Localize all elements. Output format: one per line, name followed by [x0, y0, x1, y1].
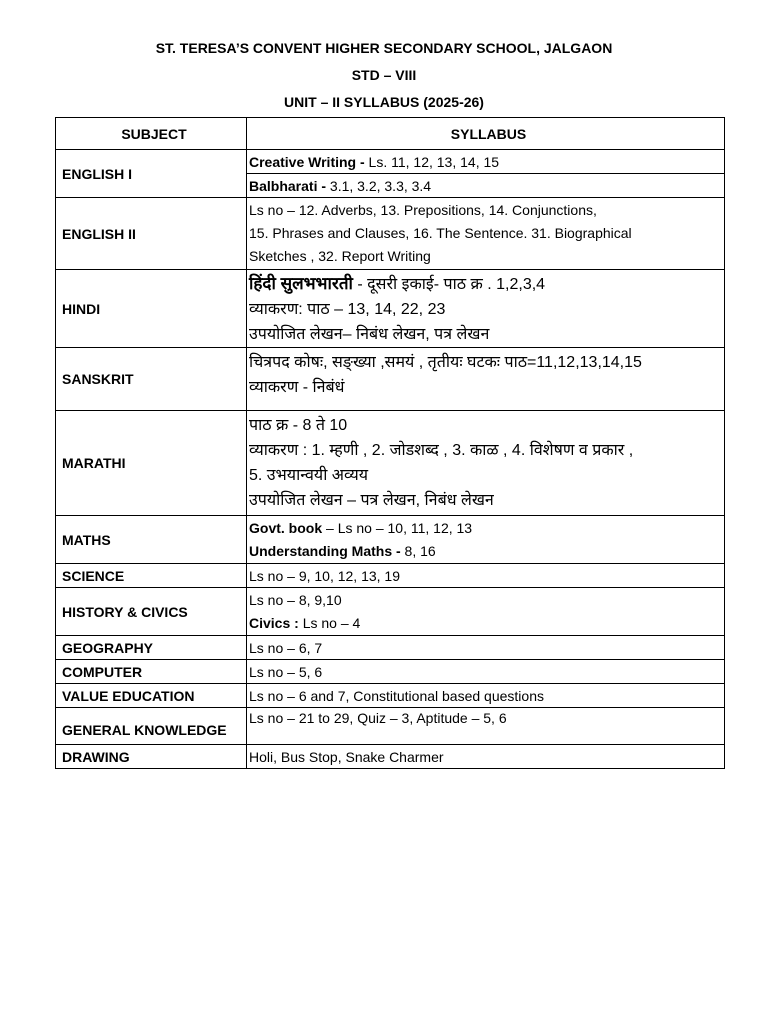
syllabus-cell: Holi, Bus Stop, Snake Charmer [247, 745, 725, 769]
syllabus-cell: Ls no – 9, 10, 12, 13, 19 [247, 564, 725, 588]
unit-syllabus-title: UNIT – II SYLLABUS (2025-26) [284, 94, 484, 110]
syllabus-cell [247, 516, 725, 564]
subject-cell: SANSKRIT [56, 348, 247, 411]
table-row [56, 411, 725, 516]
syllabus-line: Sketches , 32. Report Writing [249, 248, 431, 264]
syllabus-text: Ls. 11, 12, 13, 14, 15 [364, 153, 500, 170]
syllabus-line: व्याकरण - निबंधं [249, 379, 345, 396]
subject-cell: ENGLISH I [56, 150, 247, 198]
subject-cell: SCIENCE [56, 564, 247, 588]
table-row [56, 270, 725, 348]
syllabus-cell [247, 150, 725, 174]
syllabus-line [249, 271, 724, 297]
syllabus-label: Creative Writing - [249, 153, 365, 170]
table-row [56, 684, 725, 708]
subject-cell: MARATHI [56, 411, 247, 516]
syllabus-line: Ls no – 12. Adverbs, 13. Prepositions, 14. Conjunctions, [249, 202, 597, 218]
subject-cell: MATHS [56, 516, 247, 564]
syllabus-line [249, 612, 724, 635]
syllabus-cell [247, 198, 725, 270]
subject-cell: VALUE EDUCATION [56, 684, 247, 708]
subject-cell: GENERAL KNOWLEDGE [56, 708, 247, 745]
syllabus-cell [247, 348, 725, 411]
subject-cell: HISTORY & CIVICS [56, 588, 247, 636]
table-row [56, 150, 725, 174]
syllabus-cell: Ls no – 6, 7 [247, 636, 725, 660]
syllabus-cell [247, 270, 725, 348]
syllabus-line: व्याकरण : 1. म्हणी , 2. जोडशब्द , 3. काळ , 4. विशेषण व प्रकार , [249, 442, 634, 459]
table-header-row [56, 118, 725, 150]
subject-cell: ENGLISH II [56, 198, 247, 270]
syllabus-line [249, 540, 724, 563]
syllabus-cell: Ls no – 6 and 7, Constitutional based questions [247, 684, 725, 708]
syllabus-label: Civics : [249, 614, 299, 631]
table-row [56, 636, 725, 660]
syllabus-line: चित्रपद कोषः, सङ्ख्या ,समयं , तृतीयः घटकः पाठ=11,12,13,14,15 [249, 354, 642, 371]
syllabus-text: 3.1, 3.2, 3.3, 3.4 [326, 177, 432, 194]
table-row [56, 564, 725, 588]
subject-cell: DRAWING [56, 745, 247, 769]
syllabus-text: Ls no – 4 [298, 614, 361, 631]
school-title: ST. TERESA’S CONVENT HIGHER SECONDARY SCHOOL, JALGAON [155, 40, 613, 56]
table-row [56, 708, 725, 745]
table-row [56, 745, 725, 769]
syllabus-table [55, 117, 725, 769]
syllabus-label: Balbharati - [249, 177, 327, 194]
table-row [56, 516, 725, 564]
syllabus-line: व्याकरण: पाठ – 13, 14, 22, 23 [249, 300, 446, 318]
syllabus-line [249, 517, 724, 540]
syllabus-line: Ls no – 8, 9,10 [249, 591, 342, 608]
standard-label: STD – VIII [351, 67, 417, 83]
syllabus-cell [247, 411, 725, 516]
syllabus-cell [247, 174, 725, 198]
syllabus-line: 5. उभयान्वयी अव्यय [249, 467, 369, 484]
subject-cell: GEOGRAPHY [56, 636, 247, 660]
syllabus-text: - दूसरी इकाई- पाठ क्र . 1,2,3,4 [352, 275, 546, 293]
syllabus-column-header: SYLLABUS [247, 118, 725, 150]
syllabus-cell [247, 588, 725, 636]
syllabus-line: उपयोजित लेखन – पत्र लेखन, निबंध लेखन [249, 492, 494, 509]
syllabus-text: – Ls no – 10, 11, 12, 13 [322, 519, 473, 536]
syllabus-cell: Ls no – 5, 6 [247, 660, 725, 684]
subject-column-header: SUBJECT [56, 118, 247, 150]
table-row [56, 588, 725, 636]
syllabus-label: Understanding Maths - [249, 542, 401, 559]
subject-cell: COMPUTER [56, 660, 247, 684]
subject-cell: HINDI [56, 270, 247, 348]
table-row [56, 660, 725, 684]
table-row [56, 348, 725, 411]
syllabus-label: Govt. book [249, 519, 323, 536]
syllabus-cell: Ls no – 21 to 29, Quiz – 3, Aptitude – 5, 6 [247, 708, 725, 745]
syllabus-label: हिंदी सुलभभारती [249, 273, 353, 293]
syllabus-line: पाठ क्र - 8 ते 10 [249, 417, 348, 434]
syllabus-line: 15. Phrases and Clauses, 16. The Sentence. 31. Biographical [249, 225, 632, 241]
table-row [56, 198, 725, 270]
syllabus-text: 8, 16 [400, 542, 436, 559]
syllabus-line: उपयोजित लेखन– निबंध लेखन, पत्र लेखन [249, 325, 490, 343]
